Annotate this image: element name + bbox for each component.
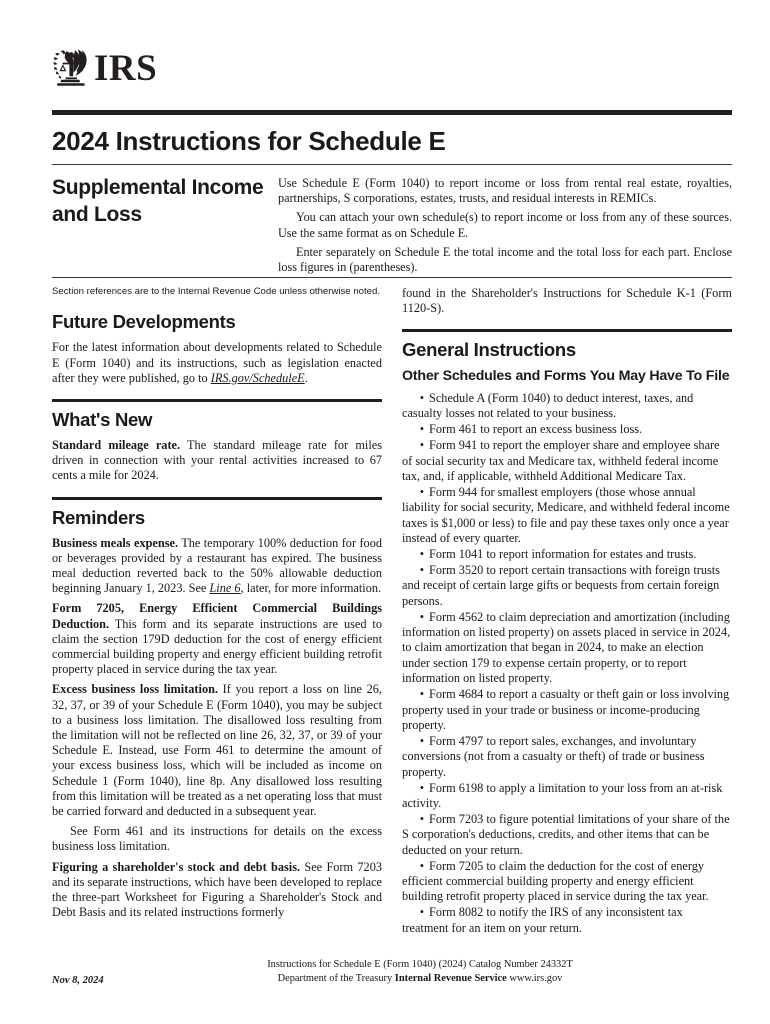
list-item <box>402 438 732 484</box>
heading-general-instructions: General Instructions <box>402 339 576 361</box>
footer-agency-line <box>200 972 640 986</box>
page-title: 2024 Instructions for Schedule E <box>52 126 446 156</box>
shareholder-basis-paragraph <box>52 860 382 921</box>
standard-mileage-rate-paragraph <box>52 438 382 484</box>
list-item <box>402 485 732 547</box>
list-item-label: Form 8082 to notify the IRS of any inconsistent tax treatment for an item on your return. <box>402 905 683 935</box>
intro-paragraph-3: Enter separately on Schedule E the total income and the total loss for each part. Enclose loss figures in (parentheses). <box>278 244 732 275</box>
excess-business-loss-lead: Excess business loss limitation. <box>52 682 219 697</box>
title-divider <box>52 164 732 165</box>
list-item-label: Form 4684 to report a casualty or theft gain or loss involving property used in your trade or business or income-producing property. <box>402 687 730 732</box>
general-instructions-divider <box>402 329 732 332</box>
list-item-label: Form 7203 to figure potential limitations of your share of the S corporation's deductions, credits, and other items that can be deducted on your return. <box>402 811 730 857</box>
footer-website: www.irs.gov <box>506 973 563 984</box>
bullet-icon: • <box>419 687 424 702</box>
line-6-link[interactable]: Line 6 <box>209 581 241 596</box>
irs-gov-schedulee-link[interactable]: IRS.gov/ScheduleE <box>210 370 305 385</box>
list-item <box>402 547 732 562</box>
list-item <box>402 859 732 905</box>
list-item <box>402 422 732 437</box>
irs-wordmark: IRS <box>94 48 158 89</box>
bullet-icon: • <box>419 811 424 826</box>
list-item-label: Form 4797 to report sales, exchanges, and involuntary conversions (not from a casualty or theft) of trade or business property. <box>402 733 705 779</box>
bullet-icon: • <box>419 780 424 795</box>
bullet-icon: • <box>419 438 424 453</box>
document-subtitle: Supplemental Income and Loss <box>52 176 264 226</box>
shareholder-basis-text: See Form 7203 and its separate instructions, which have been developed to replace the three-part Worksheet for Figuring a Shareholder's Stock and Debt Basis and its related instructions formerly <box>52 859 382 920</box>
footer-irs-name: Internal Revenue Service <box>394 973 507 984</box>
business-meals-text-after: , later, for more information. <box>240 581 382 596</box>
masthead <box>52 46 732 102</box>
list-item <box>402 610 732 687</box>
bullet-icon: • <box>419 422 424 437</box>
list-item-label: Form 944 for smallest employers (those whose annual liability for social security, Medicare, and withheld federal income taxes is $1,000 or less) to file and pay these taxes only once a year instead of every quarter. <box>402 484 730 546</box>
right-column <box>402 286 732 937</box>
list-item-label: Form 1041 to report information for estates and trusts. <box>429 546 697 561</box>
list-item-label: Form 941 to report the employer share and employee share of social security tax and Medicare tax, withheld federal income tax, and, if applicable, withheld Additional Medicare Tax. <box>402 438 720 483</box>
excess-business-loss-paragraph <box>52 682 382 819</box>
list-item <box>402 781 732 812</box>
business-meals-paragraph <box>52 536 382 597</box>
heading-whats-new: What's New <box>52 409 153 431</box>
irs-logo <box>52 46 732 92</box>
bullet-icon: • <box>419 546 424 561</box>
list-item <box>402 734 732 780</box>
list-item-label: Form 4562 to claim depreciation and amortization (including information on listed property) on assets placed in service in 2024, to claim amortization that began in 2024, to make an election under section 179 to expense certain property, or to report information on listed property. <box>402 609 731 686</box>
masthead-divider <box>52 110 732 115</box>
bullet-icon: • <box>419 905 424 920</box>
intro-block <box>278 176 732 279</box>
form-7205-paragraph <box>52 601 382 677</box>
footer-catalog-line: Instructions for Schedule E (Form 1040) (2024) Catalog Number 24332T <box>267 959 573 970</box>
business-meals-text-before: The temporary 100% deduction for food or beverages provided by a restaurant has expired. The business meal deduction reverted back to the 50% allowable deduction beginning January 1, 2023. See <box>52 535 382 596</box>
business-meals-lead: Business meals expense. <box>52 535 179 550</box>
list-item-label: Form 3520 to report certain transactions with foreign trusts and receipt of certain large gifts or bequests from certain foreign persons. <box>402 562 720 608</box>
irs-eagle-scales-seal-icon <box>52 48 92 90</box>
left-column <box>52 286 382 926</box>
excess-business-loss-note: See Form 461 and its instructions for details on the excess business loss limitation. <box>52 824 382 854</box>
list-item-label: Schedule A (Form 1040) to deduct interest, taxes, and casualty losses not related to your business. <box>402 390 694 421</box>
intro-paragraph-2: You can attach your own schedule(s) to report income or loss from any of these sources. Use the same format as on Schedule E. <box>278 210 732 240</box>
list-item <box>402 563 732 609</box>
future-developments-text-before: For the latest information about developments related to Schedule E (Form 1040) and its instructions, such as legislation enacted after they were published, go to <box>52 340 382 385</box>
heading-future-developments: Future Developments <box>52 311 236 333</box>
footer-identification <box>200 958 640 986</box>
heading-reminders: Reminders <box>52 506 145 528</box>
list-item <box>402 391 732 422</box>
reminders-divider <box>52 497 382 500</box>
list-item <box>402 812 732 858</box>
excess-business-loss-text: If you report a loss on line 26, 32, 37, or 39 of your Schedule E (Form 1040), you may be subject to a business loss limitation. The disallowed loss resulting from the limitation will not be reflected on line 26, 32, 37, or 39 of your Schedule E. Instead, use Form 461 to determine the amount of your excess business loss, which will be included as income on Schedule 1 (Form 1040), line 8p. Any disallowed loss resulting from this limitation will be treated as a net operating loss that must be carried forward and deducted in a subsequent year. <box>52 682 382 819</box>
future-developments-text-after: . <box>304 370 308 385</box>
list-item-label: Form 6198 to apply a limitation to your loss from an at-risk activity. <box>402 780 723 810</box>
intro-divider <box>52 277 732 278</box>
list-item-label: Form 461 to report an excess business loss. <box>429 422 643 437</box>
continuation-paragraph: found in the Shareholder's Instructions for Schedule K-1 (Form 1120-S). <box>402 286 732 316</box>
standard-mileage-rate-lead: Standard mileage rate. <box>52 438 181 453</box>
footer-treasury: Department of the Treasury <box>277 973 395 984</box>
form-7205-text: This form and its separate instructions are used to claim the section 179D deduction for the cost of energy efficient commercial building property and energy efficient building retrofit property placed in service during the tax year. <box>52 616 382 677</box>
section-reference-note: Section references are to the Internal Revenue Code unless otherwise noted. <box>52 286 380 297</box>
list-item-label: Form 7205 to claim the deduction for the cost of energy efficient commercial building property and energy efficient building retrofit property placed in service during the tax year. <box>402 858 709 904</box>
bullet-icon: • <box>419 609 424 624</box>
shareholder-basis-lead: Figuring a shareholder's stock and debt basis. <box>52 859 301 874</box>
standard-mileage-rate-text: The standard mileage rate for miles driven in connection with your rental activities increased to 67 cents a mile for 2024. <box>52 438 382 483</box>
bullet-icon: • <box>419 858 424 873</box>
list-item <box>402 687 732 733</box>
form-7205-lead: Form 7205, Energy Efficient Commercial Buildings Deduction. <box>52 601 382 631</box>
subheading-other-schedules-and-forms: Other Schedules and Forms You May Have To File <box>402 368 730 385</box>
future-developments-text <box>52 340 382 386</box>
bullet-icon: • <box>419 562 424 577</box>
bullet-icon: • <box>419 390 424 405</box>
whats-new-divider <box>52 399 382 402</box>
bullet-icon: • <box>419 733 424 748</box>
intro-paragraph-1: Use Schedule E (Form 1040) to report income or loss from rental real estate, royalties, partnerships, S corporations, estates, trusts, and residual interests in REMICs. <box>278 176 732 206</box>
bullet-icon: • <box>419 484 424 499</box>
footer-revision-date: Nov 8, 2024 <box>52 975 104 986</box>
list-item <box>402 905 732 936</box>
other-forms-list <box>402 391 732 936</box>
